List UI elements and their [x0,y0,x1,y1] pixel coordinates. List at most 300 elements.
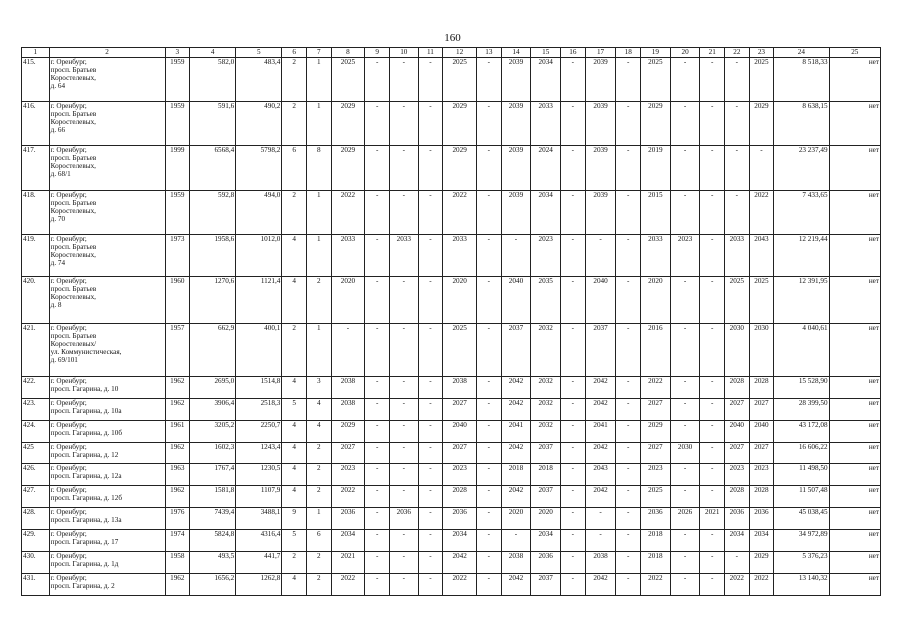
cell-col-22: 2034 [725,530,750,552]
cell-col-25: нет [829,399,880,421]
cell-col-3: 1963 [165,464,190,486]
address-line: ул. Коммунистическая, [50,348,122,357]
cell-col-24: 11 498,50 [774,464,829,486]
cell-col-13: - [477,464,502,486]
cell-col-6: 4 [282,421,307,443]
column-header-19: 19 [641,48,671,58]
cell-col-10: - [389,443,418,464]
cell-col-12: 2027 [443,399,477,421]
cell-col-12: 2029 [443,102,477,146]
table-row [22,443,881,464]
cell-col-18: - [616,146,641,191]
address-line: г. Оренбург, [50,486,87,494]
address-line: д. 74 [50,259,66,268]
cell-col-12: 2029 [443,146,477,191]
cell-col-3: 1999 [165,146,190,191]
cell-col-9: - [365,508,390,530]
cell-col-13: - [477,574,502,596]
cell-col-19: 2022 [641,377,671,399]
cell-col-5: 2518,3 [236,399,282,421]
cell-col-14: 2018 [501,464,531,486]
cell-col-23: 2036 [749,508,774,530]
cell-col-16: - [561,421,586,443]
row-number: 419. [22,235,50,277]
cell-col-22: 2036 [725,508,750,530]
cell-col-17: 2042 [585,399,616,421]
cell-col-25: нет [829,235,880,277]
cell-col-8: 2022 [331,191,365,235]
address-line: просп. Братьев [50,66,97,75]
cell-col-6: 4 [282,277,307,324]
cell-col-13: - [477,58,502,102]
cell-col-14: 2038 [501,552,531,574]
column-header-18: 18 [616,48,641,58]
address-cell [49,102,165,146]
cell-col-8: 2038 [331,399,365,421]
cell-col-20: - [670,102,700,146]
table-row [22,324,881,377]
cell-col-16: - [561,464,586,486]
cell-col-19: 2018 [641,530,671,552]
column-header-21: 21 [700,48,725,58]
page-number: 160 [444,32,461,44]
cell-col-16: - [561,191,586,235]
cell-col-22: - [725,191,750,235]
address-cell [49,324,165,377]
cell-col-9: - [365,464,390,486]
column-header-23: 23 [749,48,774,58]
cell-col-20: - [670,58,700,102]
cell-col-7: 8 [306,146,331,191]
cell-col-24: 12 391,95 [774,277,829,324]
cell-col-11: - [418,508,443,530]
address-cell [49,552,165,574]
cell-col-22: - [725,58,750,102]
table-row [22,277,881,324]
column-header-24: 24 [774,48,829,58]
address-cell [49,464,165,486]
cell-col-4: 2695,0 [190,377,236,399]
cell-col-24: 12 219,44 [774,235,829,277]
cell-col-14: 2039 [501,191,531,235]
cell-col-7: 1 [306,191,331,235]
cell-col-17: 2040 [585,277,616,324]
address-cell [49,277,165,324]
cell-col-16: - [561,443,586,464]
cell-col-5: 5798,2 [236,146,282,191]
cell-col-24: 5 376,23 [774,552,829,574]
cell-col-23: - [749,146,774,191]
address-line: просп. Братьев [50,154,97,163]
cell-col-10: - [389,574,418,596]
cell-col-25: нет [829,443,880,464]
cell-col-14: 2042 [501,486,531,508]
address-cell [49,235,165,277]
cell-col-23: 2028 [749,377,774,399]
cell-col-17: - [585,530,616,552]
address-line: г. Оренбург, [50,191,87,199]
cell-col-13: - [477,508,502,530]
cell-col-6: 5 [282,399,307,421]
cell-col-13: - [477,443,502,464]
cell-col-16: - [561,235,586,277]
cell-col-22: 2033 [725,235,750,277]
cell-col-11: - [418,399,443,421]
cell-col-8: 2027 [331,443,365,464]
cell-col-8: - [331,324,365,377]
cell-col-24: 43 172,08 [774,421,829,443]
cell-col-18: - [616,486,641,508]
cell-col-8: 2034 [331,530,365,552]
address-line: г. Оренбург, [50,508,87,516]
column-header-13: 13 [477,48,502,58]
cell-col-18: - [616,574,641,596]
address-line: д. 70 [50,215,66,224]
cell-col-19: 2033 [641,235,671,277]
cell-col-10: - [389,399,418,421]
cell-col-18: - [616,421,641,443]
cell-col-7: 2 [306,486,331,508]
cell-col-15: 2037 [531,574,561,596]
address-line: г. Оренбург, [50,102,87,110]
column-number-row [22,48,881,58]
cell-col-15: 2037 [531,443,561,464]
cell-col-8: 2029 [331,102,365,146]
cell-col-12: 2034 [443,530,477,552]
cell-col-20: - [670,486,700,508]
cell-col-15: 2035 [531,277,561,324]
cell-col-20: - [670,324,700,377]
cell-col-6: 4 [282,486,307,508]
cell-col-5: 441,7 [236,552,282,574]
address-line: Коростелевых, [50,118,96,127]
cell-col-9: - [365,574,390,596]
table-row [22,399,881,421]
cell-col-23: 2028 [749,486,774,508]
row-number: 425 [22,443,50,464]
column-header-20: 20 [670,48,700,58]
cell-col-5: 1107,9 [236,486,282,508]
cell-col-4: 1581,8 [190,486,236,508]
cell-col-18: - [616,530,641,552]
cell-col-12: 2038 [443,377,477,399]
cell-col-18: - [616,399,641,421]
address-line: Коростелевых, [50,293,96,302]
address-line: д. 68/1 [50,170,71,179]
cell-col-8: 2029 [331,146,365,191]
cell-col-25: нет [829,58,880,102]
cell-col-21: - [700,399,725,421]
column-header-3: 3 [165,48,190,58]
cell-col-17: 2042 [585,443,616,464]
cell-col-19: 2018 [641,552,671,574]
address-line: г. Оренбург, [50,399,87,407]
cell-col-15: 2018 [531,464,561,486]
table-row [22,464,881,486]
cell-col-10: - [389,530,418,552]
row-number: 416. [22,102,50,146]
address-line: просп. Братьев [50,332,97,341]
cell-col-22: 2025 [725,277,750,324]
address-cell [49,530,165,552]
cell-col-4: 1958,6 [190,235,236,277]
cell-col-25: нет [829,530,880,552]
cell-col-7: 1 [306,324,331,377]
table-row [22,530,881,552]
cell-col-17: 2039 [585,102,616,146]
cell-col-6: 2 [282,191,307,235]
cell-col-16: - [561,552,586,574]
cell-col-8: 2020 [331,277,365,324]
row-number: 430. [22,552,50,574]
cell-col-10: - [389,58,418,102]
address-cell [49,377,165,399]
cell-col-11: - [418,421,443,443]
address-line: г. Оренбург, [50,443,87,451]
cell-col-18: - [616,235,641,277]
cell-col-18: - [616,443,641,464]
cell-col-17: - [585,508,616,530]
cell-col-19: 2027 [641,399,671,421]
cell-col-7: 2 [306,443,331,464]
cell-col-20: - [670,399,700,421]
cell-col-13: - [477,399,502,421]
address-line: просп. Гагарина, д. 17 [50,538,119,547]
cell-col-25: нет [829,508,880,530]
address-line: г. Оренбург, [50,464,87,472]
cell-col-20: 2030 [670,443,700,464]
cell-col-6: 4 [282,443,307,464]
cell-col-20: - [670,146,700,191]
column-header-9: 9 [365,48,390,58]
cell-col-10: 2036 [389,508,418,530]
cell-col-16: - [561,146,586,191]
row-number: 426. [22,464,50,486]
row-number: 420. [22,277,50,324]
cell-col-7: 4 [306,399,331,421]
cell-col-6: 2 [282,58,307,102]
cell-col-16: - [561,277,586,324]
cell-col-11: - [418,552,443,574]
address-cell [49,443,165,464]
cell-col-21: 2021 [700,508,725,530]
table-row [22,486,881,508]
cell-col-3: 1961 [165,421,190,443]
cell-col-6: 4 [282,464,307,486]
cell-col-20: - [670,191,700,235]
cell-col-22: 2028 [725,486,750,508]
cell-col-23: 2029 [749,552,774,574]
cell-col-5: 490,2 [236,102,282,146]
cell-col-3: 1959 [165,58,190,102]
cell-col-9: - [365,235,390,277]
cell-col-14: 2042 [501,377,531,399]
cell-col-21: - [700,530,725,552]
cell-col-22: - [725,552,750,574]
cell-col-12: 2023 [443,464,477,486]
cell-col-4: 1656,2 [190,574,236,596]
cell-col-11: - [418,102,443,146]
cell-col-7: 2 [306,552,331,574]
cell-col-5: 3488,1 [236,508,282,530]
column-header-22: 22 [725,48,750,58]
cell-col-21: - [700,574,725,596]
cell-col-18: - [616,377,641,399]
cell-col-14: 2039 [501,58,531,102]
cell-col-8: 2021 [331,552,365,574]
row-number: 431. [22,574,50,596]
cell-col-15: 2034 [531,530,561,552]
cell-col-22: 2022 [725,574,750,596]
cell-col-12: 2040 [443,421,477,443]
column-header-8: 8 [331,48,365,58]
cell-col-24: 15 528,90 [774,377,829,399]
cell-col-12: 2020 [443,277,477,324]
cell-col-14: 2020 [501,508,531,530]
cell-col-3: 1973 [165,235,190,277]
address-line: просп. Гагарина, д. 12 [50,451,119,460]
row-number: 429. [22,530,50,552]
cell-col-7: 2 [306,464,331,486]
address-line: д. 64 [50,82,66,91]
address-cell [49,574,165,596]
cell-col-7: 1 [306,58,331,102]
column-header-11: 11 [418,48,443,58]
cell-col-25: нет [829,191,880,235]
cell-col-3: 1962 [165,377,190,399]
address-line: г. Оренбург, [50,552,87,560]
table-row [22,235,881,277]
cell-col-12: 2025 [443,324,477,377]
cell-col-8: 2038 [331,377,365,399]
cell-col-7: 3 [306,377,331,399]
cell-col-7: 4 [306,421,331,443]
cell-col-5: 2250,7 [236,421,282,443]
address-line: г. Оренбург, [50,277,87,285]
address-cell [49,508,165,530]
cell-col-22: 2023 [725,464,750,486]
cell-col-3: 1960 [165,277,190,324]
cell-col-25: нет [829,574,880,596]
cell-col-7: 1 [306,508,331,530]
cell-col-4: 591,6 [190,102,236,146]
cell-col-7: 1 [306,102,331,146]
cell-col-16: - [561,58,586,102]
cell-col-5: 1514,8 [236,377,282,399]
row-number: 422. [22,377,50,399]
address-line: просп. Гагарина, д. 12а [50,472,122,481]
cell-col-22: 2028 [725,377,750,399]
column-header-5: 5 [236,48,282,58]
cell-col-11: - [418,58,443,102]
row-number: 421. [22,324,50,377]
cell-col-18: - [616,464,641,486]
address-line: д. 69/101 [50,356,78,365]
cell-col-23: 2027 [749,399,774,421]
cell-col-19: 2027 [641,443,671,464]
column-header-4: 4 [190,48,236,58]
cell-col-23: 2034 [749,530,774,552]
cell-col-19: 2015 [641,191,671,235]
cell-col-19: 2036 [641,508,671,530]
column-header-10: 10 [389,48,418,58]
cell-col-15: 2023 [531,235,561,277]
cell-col-19: 2022 [641,574,671,596]
cell-col-7: 2 [306,574,331,596]
table-row [22,552,881,574]
address-line: просп. Братьев [50,110,97,119]
cell-col-11: - [418,146,443,191]
cell-col-24: 28 399,50 [774,399,829,421]
address-line: просп. Гагарина, д. 13а [50,516,122,525]
cell-col-9: - [365,530,390,552]
row-number: 415. [22,58,50,102]
cell-col-21: - [700,443,725,464]
cell-col-20: - [670,277,700,324]
cell-col-9: - [365,552,390,574]
cell-col-7: 6 [306,530,331,552]
cell-col-14: 2040 [501,277,531,324]
cell-col-11: - [418,377,443,399]
address-line: г. Оренбург, [50,58,87,66]
address-line: г. Оренбург, [50,421,87,429]
address-cell [49,191,165,235]
cell-col-24: 34 972,89 [774,530,829,552]
cell-col-6: 6 [282,146,307,191]
cell-col-15: 2033 [531,102,561,146]
cell-col-17: 2042 [585,377,616,399]
cell-col-22: 2027 [725,443,750,464]
cell-col-15: 2034 [531,191,561,235]
cell-col-25: нет [829,464,880,486]
cell-col-22: - [725,146,750,191]
cell-col-7: 2 [306,277,331,324]
cell-col-23: 2023 [749,464,774,486]
row-number: 418. [22,191,50,235]
column-header-25: 25 [829,48,880,58]
cell-col-13: - [477,102,502,146]
cell-col-19: 2016 [641,324,671,377]
cell-col-13: - [477,146,502,191]
cell-col-17: 2039 [585,191,616,235]
cell-col-17: 2041 [585,421,616,443]
cell-col-22: 2027 [725,399,750,421]
table-row [22,508,881,530]
cell-col-8: 2036 [331,508,365,530]
cell-col-8: 2023 [331,464,365,486]
cell-col-4: 1767,4 [190,464,236,486]
cell-col-25: нет [829,486,880,508]
column-header-1: 1 [22,48,50,58]
address-line: г. Оренбург, [50,324,87,332]
cell-col-11: - [418,574,443,596]
address-line: г. Оренбург, [50,235,87,243]
cell-col-17: - [585,235,616,277]
cell-col-15: 2037 [531,486,561,508]
cell-col-9: - [365,486,390,508]
cell-col-19: 2025 [641,58,671,102]
cell-col-10: - [389,324,418,377]
cell-col-24: 8 638,15 [774,102,829,146]
cell-col-15: 2032 [531,399,561,421]
cell-col-22: - [725,102,750,146]
cell-col-18: - [616,58,641,102]
cell-col-18: - [616,191,641,235]
cell-col-10: - [389,146,418,191]
cell-col-14: 2037 [501,324,531,377]
column-header-16: 16 [561,48,586,58]
row-number: 427. [22,486,50,508]
